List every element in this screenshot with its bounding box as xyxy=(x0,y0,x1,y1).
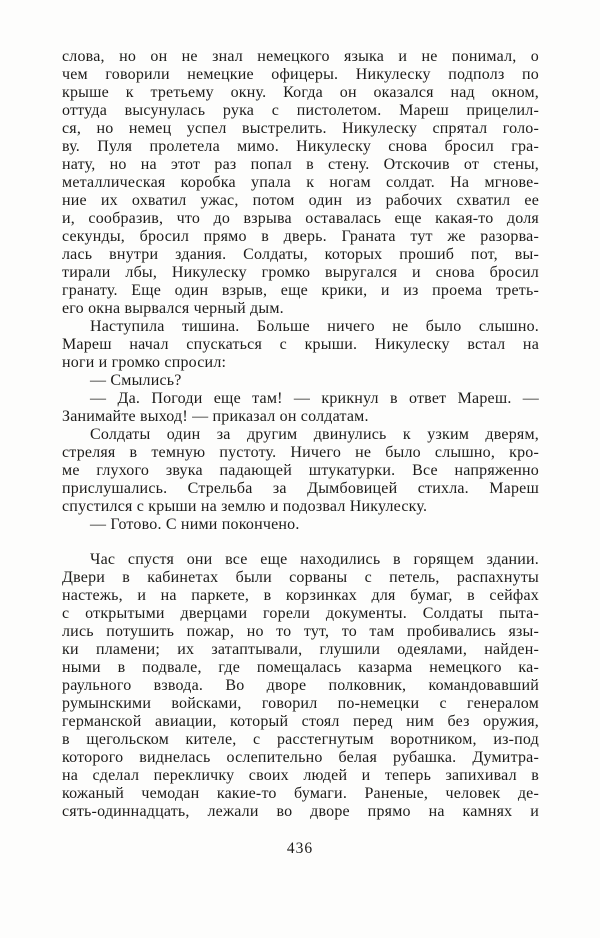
text-line: — Смылись? xyxy=(90,372,182,389)
text-line: его окна вырвался черный дым. xyxy=(62,300,284,317)
text-line: ными в подвале, где помещалась казарма немецкого ка- xyxy=(62,659,539,676)
text-line: ние их охватил ужас, потом один из рабочих схватил ее xyxy=(62,192,539,209)
text-line: слова, но он не знал немецкого языка и не понимал, о xyxy=(62,48,539,65)
text-line: ву. Пуля пролетела мимо. Никулеску снова бросил гра- xyxy=(62,138,539,155)
text-line: оттуда высунулась рука с пистолетом. Мареш прицелил- xyxy=(62,102,539,119)
text-line: германской авиации, который стоял перед ним без оружия, xyxy=(62,713,539,730)
text-line: настежь, и на паркете, в корзинках для бумаг, в сейфах xyxy=(62,587,539,604)
text-line: гранату. Еще один взрыв, еще крики, и из проема треть- xyxy=(62,282,539,299)
text-line: которого виднелась ослепительно белая рубашка. Думитра- xyxy=(62,749,539,766)
text-line: на сделал перекличку своих людей и теперь запихивал в xyxy=(62,767,539,784)
page-number: 436 xyxy=(286,840,314,857)
text-line: раульного взвода. Во дворе полковник, командовавший xyxy=(62,677,539,694)
text-line: секунды, бросил прямо в дверь. Граната тут же разорва- xyxy=(62,228,539,245)
text-line: Двери в кабинетах были сорваны с петель, распахнуты xyxy=(62,569,539,586)
text-line: ноги и громко спросил: xyxy=(62,354,227,371)
text-line: — Готово. С ними покончено. xyxy=(90,516,300,533)
text-line: — Да. Погоди еще там! — крикнул в ответ Мареш. — xyxy=(90,390,539,407)
text-line: ки пламени; их затаптывали, глушили одеялами, найден- xyxy=(62,641,539,658)
text-line: в щегольском кителе, с расстегнутым воротником, из-под xyxy=(62,731,539,748)
text-line: Наступила тишина. Больше ничего не было слышно. xyxy=(90,318,539,335)
text-line: Солдаты один за другим двинулись к узким дверям, xyxy=(90,426,539,443)
text-line: нату, но на этот раз попал в стену. Отскочив от стены, xyxy=(62,156,539,173)
text-line: тирали лбы, Никулеску громко выругался и снова бросил xyxy=(62,264,539,281)
text-line: прислушались. Стрельба за Дымбовицей стихла. Мареш xyxy=(62,480,539,497)
text-line: и, сообразив, что до взрыва оставалась еще какая-то доля xyxy=(62,210,539,227)
text-line: с открытыми дверцами горели документы. Солдаты пыта- xyxy=(62,605,539,622)
text-line: Мареш начал спускаться с крыши. Никулеску встал на xyxy=(62,336,539,353)
text-line: Час спустя они все еще находились в горящем здании. xyxy=(90,551,539,568)
text-line: ме глухого звука падающей штукатурки. Все напряженно xyxy=(62,462,539,479)
text-block xyxy=(62,48,539,821)
text-line: лась внутри здания. Солдаты, которых прошиб пот, вы- xyxy=(62,246,539,263)
text-line: Занимайте выход! — приказал он солдатам. xyxy=(62,408,369,425)
text-line: ся, но немец успел выстрелить. Никулеску спрятал голо- xyxy=(62,120,539,137)
text-line: крыше к третьему окну. Когда он оказался над окном, xyxy=(62,84,539,101)
text-line: сять-одиннадцать, лежали во дворе прямо на камнях и xyxy=(62,803,539,820)
text-line: чем говорили немецкие офицеры. Никулеску подполз по xyxy=(62,66,539,83)
text-line: кожаный чемодан какие-то бумаги. Раненые, человек де- xyxy=(62,785,539,802)
text-line: румынскими войсками, говорил по-немецки с генералом xyxy=(62,695,539,712)
text-line: металлическая коробка упала к ногам солдат. На мгнове- xyxy=(62,174,539,191)
text-line: лись потушить пожар, но то тут, то там пробивались язы- xyxy=(62,623,539,640)
text-line: стреляя в темную пустоту. Ничего не было слышно, кро- xyxy=(62,444,539,461)
text-line: спустился с крыши на землю и подозвал Никулеску. xyxy=(62,498,428,515)
